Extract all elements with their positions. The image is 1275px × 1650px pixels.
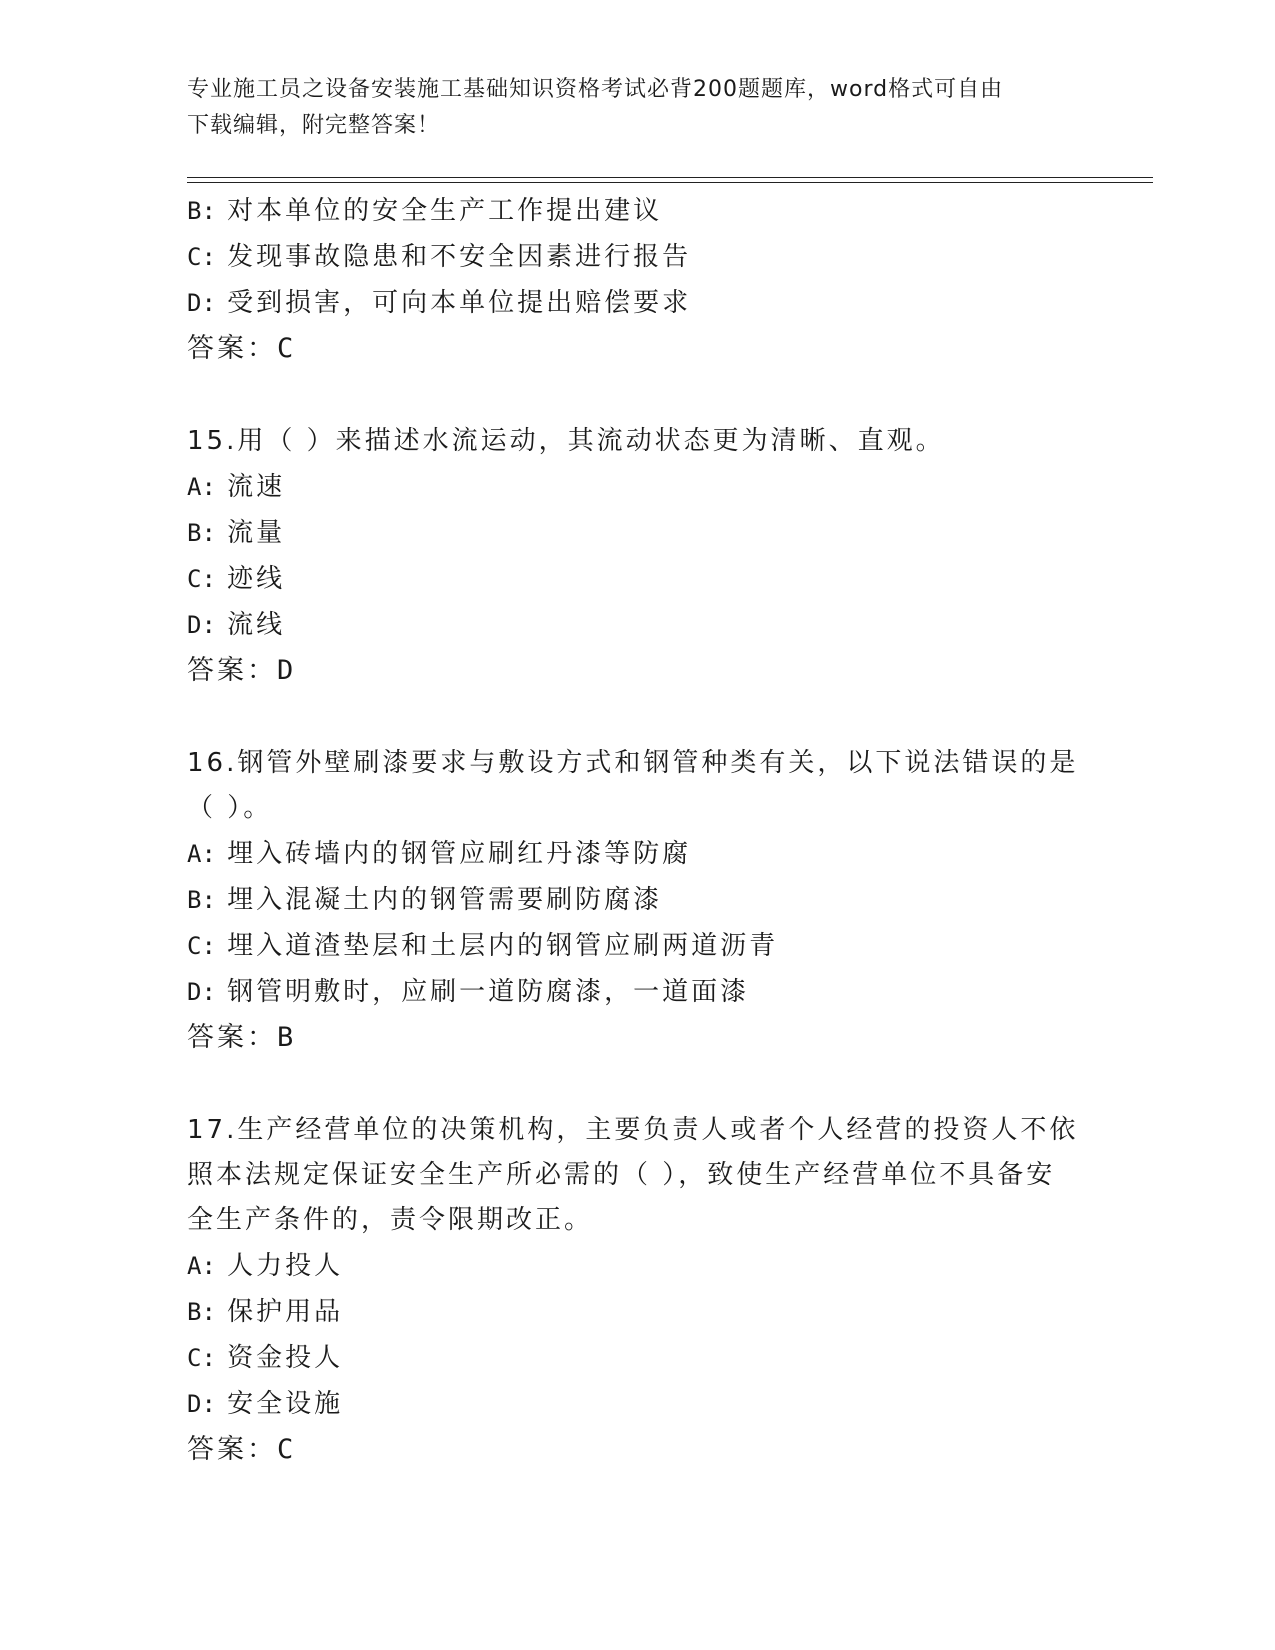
option-text: 安全设施 <box>227 1389 344 1419</box>
option-a <box>187 1243 1087 1289</box>
option-b <box>187 1289 1087 1335</box>
option-b <box>187 188 1087 234</box>
option-letter: C: <box>187 565 216 593</box>
answer-label: 答案： <box>187 655 277 686</box>
answer-line <box>187 326 1087 372</box>
header-rule-bottom <box>187 182 1153 183</box>
option-c <box>187 556 1087 602</box>
header-line-2: 下载编辑，附完整答案！ <box>187 113 441 138</box>
option-letter: D: <box>187 1390 216 1418</box>
header-rule-top <box>187 177 1153 178</box>
question-stem: 全生产条件的，责令限期改正。 <box>187 1205 594 1235</box>
answer-value: B <box>277 1022 294 1053</box>
option-text: 人力投人 <box>227 1251 344 1281</box>
option-d <box>187 969 1087 1015</box>
option-b <box>187 510 1087 556</box>
option-a <box>187 831 1087 877</box>
option-c <box>187 234 1087 280</box>
answer-line <box>187 1427 1087 1473</box>
option-a <box>187 464 1087 510</box>
option-letter: C: <box>187 243 216 271</box>
option-letter: A: <box>187 1252 216 1280</box>
option-text: 受到损害，可向本单位提出赔偿要求 <box>227 288 692 318</box>
option-d <box>187 1381 1087 1427</box>
option-letter: A: <box>187 473 216 501</box>
option-d <box>187 602 1087 648</box>
answer-line <box>187 1015 1087 1061</box>
document-header <box>187 72 1067 144</box>
option-c <box>187 1335 1087 1381</box>
option-letter: B: <box>187 197 216 225</box>
option-letter: A: <box>187 840 216 868</box>
option-letter: D: <box>187 978 216 1006</box>
option-text: 钢管明敷时，应刷一道防腐漆，一道面漆 <box>227 977 750 1007</box>
option-text: 对本单位的安全生产工作提出建议 <box>227 196 663 226</box>
option-text: 流速 <box>227 472 286 502</box>
option-letter: C: <box>187 932 216 960</box>
option-text: 流线 <box>227 610 286 640</box>
header-line-1: 专业施工员之设备安装施工基础知识资格考试必背200题题库，word格式可自由 <box>187 77 1004 102</box>
question-list <box>187 188 1087 1473</box>
option-letter: D: <box>187 289 216 317</box>
question-stem: 16.钢管外壁刷漆要求与敷设方式和钢管种类有关，以下说法错误的是 <box>187 748 1079 778</box>
question-stem: 15.用（ ）来描述水流运动，其流动状态更为清晰、直观。 <box>187 426 945 456</box>
question-stem: 照本法规定保证安全生产所必需的（ ），致使生产经营单位不具备安 <box>187 1160 1056 1190</box>
answer-value: D <box>277 655 294 686</box>
option-letter: B: <box>187 886 216 914</box>
question-16 <box>187 741 1087 1061</box>
answer-label: 答案： <box>187 1022 277 1053</box>
answer-value: C <box>277 333 294 364</box>
question-17 <box>187 1108 1087 1473</box>
option-text: 迹线 <box>227 564 286 594</box>
option-text: 资金投人 <box>227 1343 344 1373</box>
option-c <box>187 923 1087 969</box>
option-text: 埋入砖墙内的钢管应刷红丹漆等防腐 <box>227 839 692 869</box>
option-letter: B: <box>187 519 216 547</box>
option-text: 埋入道渣垫层和土层内的钢管应刷两道沥青 <box>227 931 779 961</box>
answer-line <box>187 648 1087 694</box>
option-letter: C: <box>187 1344 216 1372</box>
option-letter: B: <box>187 1298 216 1326</box>
option-text: 发现事故隐患和不安全因素进行报告 <box>227 242 692 272</box>
question-stem: 17.生产经营单位的决策机构，主要负责人或者个人经营的投资人不依 <box>187 1115 1079 1145</box>
answer-value: C <box>277 1434 294 1465</box>
question-stem: （ ）。 <box>187 793 273 823</box>
option-text: 流量 <box>227 518 286 548</box>
answer-label: 答案： <box>187 333 277 364</box>
answer-label: 答案： <box>187 1434 277 1465</box>
question-15 <box>187 419 1087 694</box>
option-text: 保护用品 <box>227 1297 344 1327</box>
option-b <box>187 877 1087 923</box>
option-letter: D: <box>187 611 216 639</box>
question-14-tail <box>187 188 1087 372</box>
option-d <box>187 280 1087 326</box>
option-text: 埋入混凝土内的钢管需要刷防腐漆 <box>227 885 663 915</box>
